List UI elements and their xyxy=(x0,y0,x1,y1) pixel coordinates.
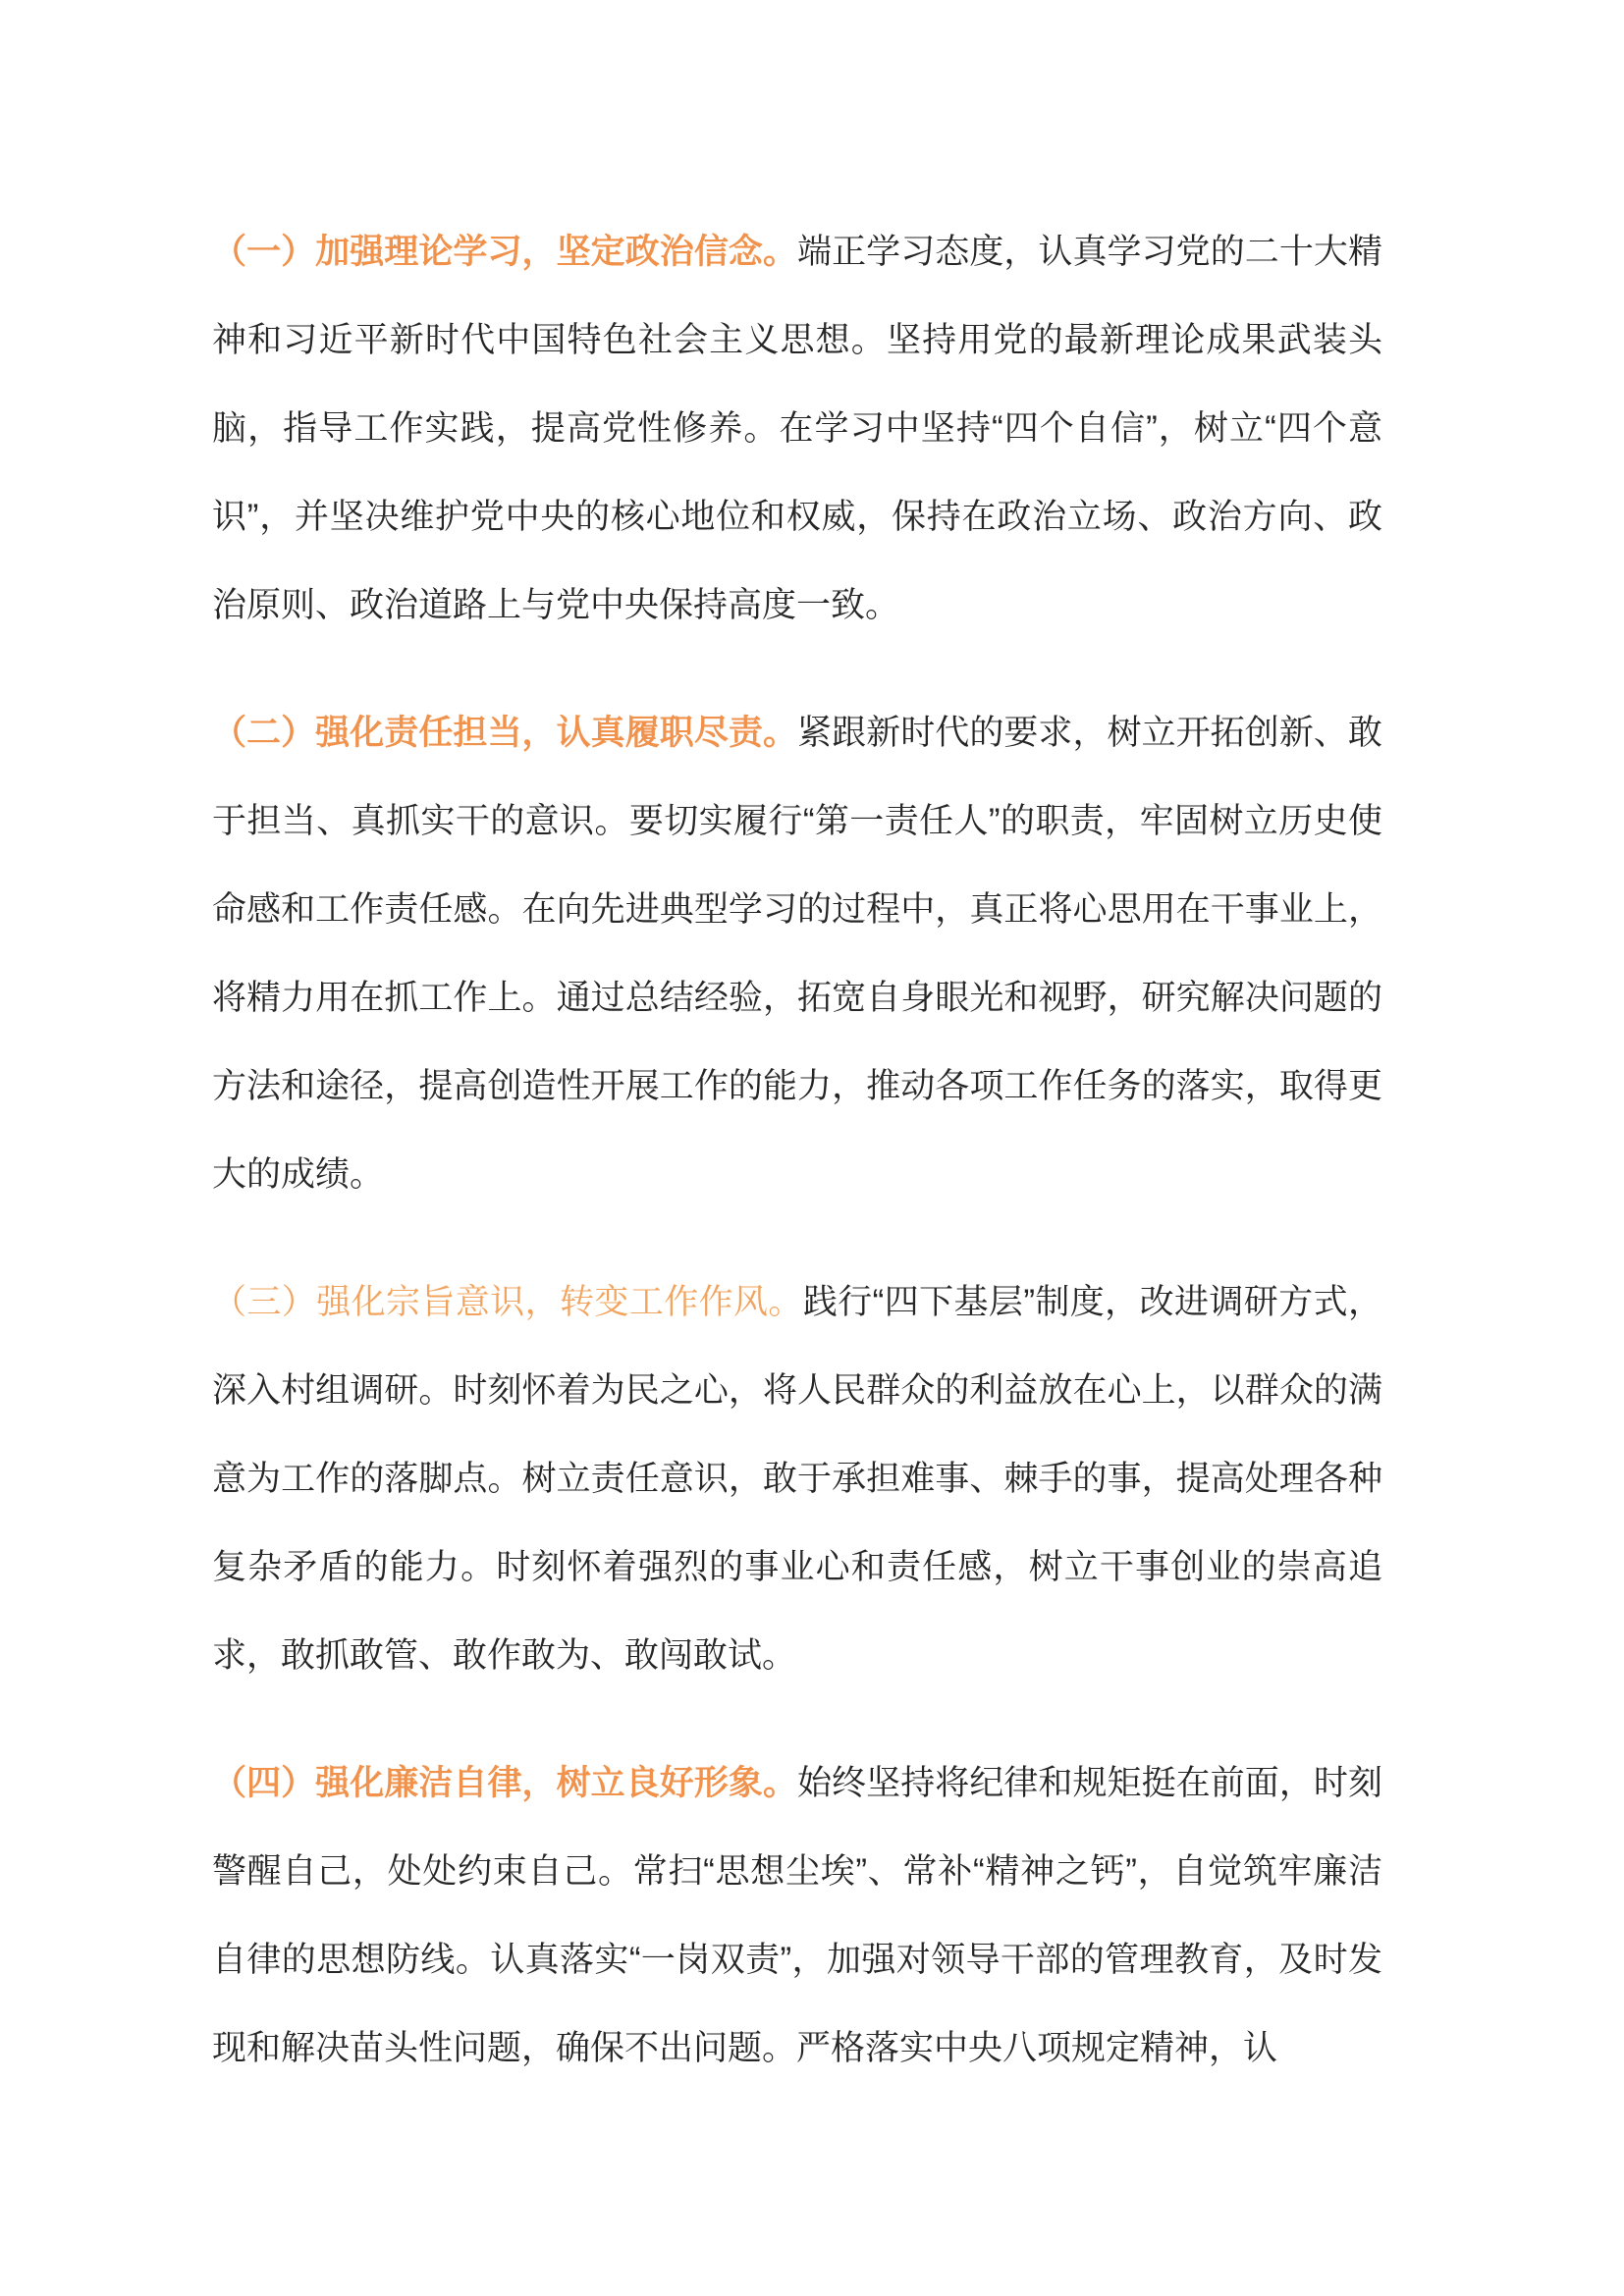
section-4 xyxy=(212,1739,1382,2093)
section-2-body: 紧跟新时代的要求，树立开拓创新、敢于担当、真抓实干的意识。要切实履行“第一责任人”的职责，牢固树立历史使命感和工作责任感。在向先进典型学习的过程中，真正将心思用在干事业上，将精力用在抓工作上。通过总结经验，拓宽自身眼光和视野，研究解决问题的方法和途径，提高创造性开展工作的能力，推动各项工作任务的落实，取得更大的成绩。 xyxy=(212,714,1382,1194)
section-3 xyxy=(212,1258,1382,1700)
section-1 xyxy=(212,208,1382,650)
section-1-body: 端正学习态度，认真学习党的二十大精神和习近平新时代中国特色社会主义思想。坚持用党的最新理论成果武装头脑，指导工作实践，提高党性修养。在学习中坚持“四个自信”，树立“四个意识”，并坚决维护党中央的核心地位和权威，保持在政治立场、政治方向、政治原则、政治道路上与党中央保持高度一致。 xyxy=(212,233,1382,624)
section-2 xyxy=(212,689,1382,1219)
section-1-heading: （一）加强理论学习，坚定政治信念。 xyxy=(212,233,798,271)
section-3-body: 践行“四下基层”制度，改进调研方式，深入村组调研。时刻怀着为民之心，将人民群众的利益放在心上，以群众的满意为工作的落脚点。树立责任意识，敢于承担难事、棘手的事，提高处理各种复杂矛盾的能力。时刻怀着强烈的事业心和责任感，树立干事创业的崇高追求，敢抓敢管、敢作敢为、敢闯敢试。 xyxy=(212,1283,1382,1675)
section-4-heading: （四）强化廉洁自律，树立良好形象。 xyxy=(212,1764,798,1802)
section-4-body: 始终坚持将纪律和规矩挺在前面，时刻警醒自己，处处约束自己。常扫“思想尘埃”、常补“精神之钙”，自觉筑牢廉洁自律的思想防线。认真落实“一岗双责”，加强对领导干部的管理教育，及时发现和解决苗头性问题，确保不出问题。严格落实中央八项规定精神，认 xyxy=(212,1764,1382,2067)
section-2-heading: （二）强化责任担当，认真履职尽责。 xyxy=(212,714,798,752)
section-3-heading: （三）强化宗旨意识，转变工作作风。 xyxy=(212,1283,803,1321)
